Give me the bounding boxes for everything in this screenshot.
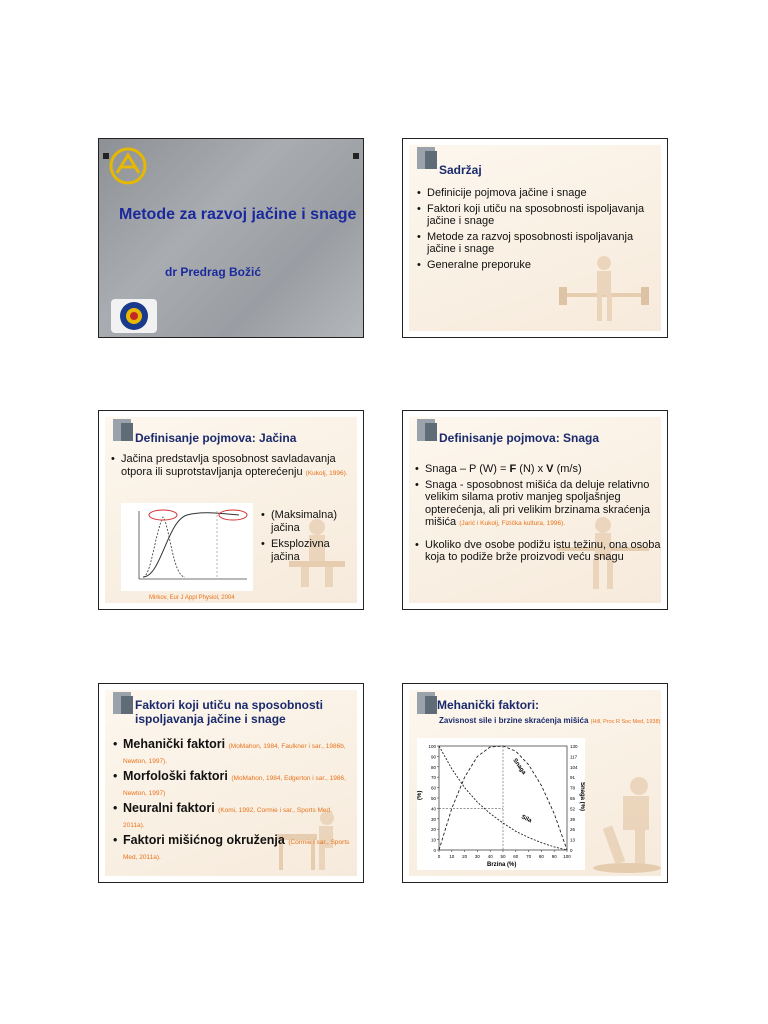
y2-tick-label: 78: [570, 785, 576, 791]
slide-6: [402, 683, 668, 883]
factor-label: Faktori mišićnog okruženja: [123, 833, 285, 847]
figure-reference: Mirkov, Eur J Appl Physiol, 2004: [149, 595, 235, 601]
reference: (Hill, Proc R Soc Med, 1938): [590, 719, 661, 725]
author-name: dr Predrag Božić: [165, 265, 262, 279]
list-item: • (Maksimalna) jačina: [261, 509, 361, 534]
list-item: • Metode za razvoj sposobnosti ispoljavanja jačine i snage: [417, 231, 657, 256]
y-tick-label: 100: [428, 744, 436, 749]
factors-list: [113, 738, 353, 867]
reference: (Cormie i sar., Sports Med, 2011a).: [123, 839, 350, 861]
y2-tick-label: 104: [570, 764, 578, 770]
y2-tick-label: 13: [570, 837, 576, 843]
force-velocity-chart: [417, 738, 585, 870]
formula-part: (m/s): [553, 463, 582, 475]
factor-label: Neuralni faktori: [123, 801, 215, 815]
y-tick-label: 70: [430, 775, 436, 781]
list-item: [113, 770, 353, 800]
x-tick-label: 30: [474, 854, 480, 859]
slide-4: [402, 410, 668, 610]
x-tick-label: 20: [462, 854, 468, 859]
y2-tick-label: 91: [570, 775, 576, 781]
formula-part: Snaga – P (W) =: [425, 463, 510, 475]
force-time-figure: [121, 503, 253, 591]
y-tick-label: 50: [430, 796, 436, 801]
formula-part: (N) x: [516, 463, 547, 475]
list-item: [113, 738, 353, 768]
list-item: • Eksplozivna jačina: [261, 538, 361, 563]
x-tick-label: 0: [437, 854, 441, 859]
list-item: • Faktori koji utiču na sposobnosti ispoljavanja jačine i snage: [417, 203, 657, 228]
x-tick-label: 60: [513, 854, 519, 859]
bullet-text: Snaga - sposobnost mišića da deluje relativno velikim silama protiv manjeg spoljašnjeg opterećenja, ali pri velikim brzinama skraćenja mišića: [425, 478, 650, 528]
reference: (MoMahon, 1984, Edgerton i sar., 1986, Newton, 1997): [123, 775, 346, 797]
bullet-text: Jačina predstavlja sposobnost savladavanja otpora ili suprotstavljanja opterećenju: [121, 453, 336, 478]
x-axis-label: Brzina (%): [487, 862, 517, 868]
slide-subtitle: [439, 716, 665, 727]
factor-label: Morfološki faktori: [123, 769, 228, 783]
x-tick-label: 50: [500, 854, 506, 859]
y-tick-label: 0: [433, 848, 436, 853]
reference: (Kukolj, 1996).: [305, 469, 348, 477]
y-tick-label: 40: [430, 806, 436, 812]
y-tick-label: 20: [430, 827, 436, 833]
y-tick-label: 10: [430, 837, 436, 843]
list-item: [415, 479, 661, 531]
slide-title: Mehanički faktori:: [437, 698, 540, 712]
y-tick-label: 90: [430, 754, 436, 760]
reference: (Jarić i Kukolj, Fizička kultura, 1996).: [459, 520, 566, 527]
formula-force: F: [509, 463, 517, 475]
slide-title: Definisanje pojmova: Snaga: [439, 431, 600, 445]
slide-5: [98, 683, 364, 883]
y-tick-label: 80: [430, 764, 436, 770]
slide-title: Metode za razvoj jačine i snage: [119, 206, 357, 223]
list-item: • Generalne preporuke: [417, 259, 657, 272]
slide-title: Definisanje pojmova: Jačina: [135, 431, 297, 445]
list-item: [111, 453, 351, 480]
logo-emblem: [109, 147, 147, 185]
content-bullets: [111, 453, 351, 483]
y2-tick-label: 52: [570, 806, 576, 812]
formula-velocity: V: [546, 463, 554, 475]
curve-label-sila: Sila: [520, 814, 533, 825]
slide-title: Sadržaj: [439, 163, 482, 177]
x-tick-label: 70: [526, 854, 532, 859]
y2-tick-label: 26: [570, 827, 576, 833]
list-item: [113, 802, 353, 832]
subtitle-text: Zavisnost sile i brzine skraćenja mišića: [439, 716, 589, 725]
y-tick-label: 60: [430, 785, 436, 791]
x-tick-label: 10: [449, 854, 455, 859]
reference: (Komi, 1992, Cormie i sar., Sports Med, 2011a).: [123, 807, 332, 829]
list-item: [113, 834, 353, 864]
x-tick-label: 40: [487, 854, 493, 859]
slide-1: [98, 138, 364, 338]
list-item: • Definicije pojmova jačine i snage: [417, 187, 657, 200]
faculty-logo: [111, 299, 157, 333]
formula-item: [415, 463, 661, 476]
content-bullets: [417, 187, 657, 274]
shotput-watermark: [589, 770, 665, 874]
factor-label: Mehanički faktori: [123, 737, 226, 751]
reference: (MoMahon, 1984, Faulkner i sar., 1986b, Newton, 1997).: [123, 743, 346, 765]
curve-label-snaga: Snaga: [511, 757, 527, 776]
y-axis-label-left: (%): [417, 790, 423, 800]
y2-tick-label: 0: [570, 848, 573, 853]
x-tick-label: 80: [538, 854, 544, 859]
y2-tick-label: 39: [570, 816, 576, 822]
y-tick-label: 30: [430, 816, 436, 822]
slide-3: [98, 410, 364, 610]
x-tick-label: 100: [563, 854, 571, 859]
slide-title: Faktori koji utiču na sposobnosti ispoljavanja jačine i snage: [135, 698, 324, 726]
content-bullets: [415, 463, 661, 567]
y2-tick-label: 65: [570, 796, 576, 801]
y-axis-label-right: Snaga (%): [579, 782, 585, 812]
list-item: • Ukoliko dve osobe podižu istu težinu, ona osoba koja to podiže brže proizvodi veću snagu: [415, 539, 661, 564]
x-tick-label: 90: [551, 854, 557, 859]
y2-tick-label: 130: [570, 744, 578, 749]
slide-2: [402, 138, 668, 338]
y2-tick-label: 117: [570, 754, 578, 760]
side-bullets: [261, 509, 361, 566]
